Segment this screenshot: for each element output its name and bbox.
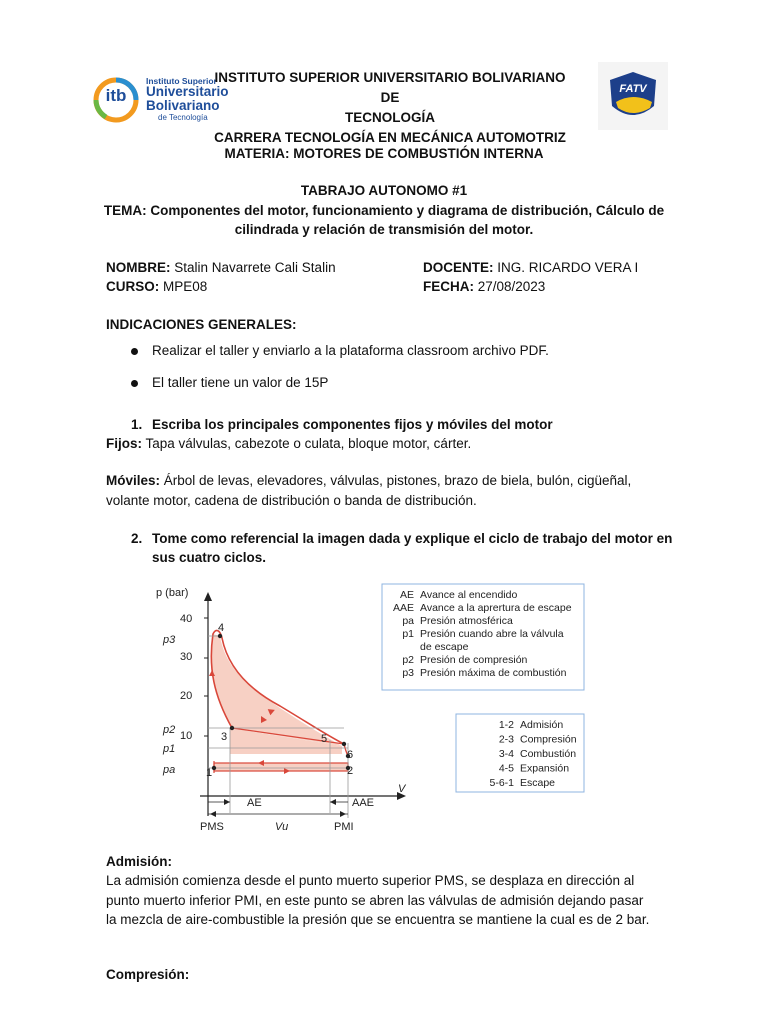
curso-value: MPE08 bbox=[159, 279, 208, 294]
institution-header bbox=[205, 68, 575, 148]
q2-title-1: Tome como referencial la imagen dada y explique el ciclo de trabajo del motor en bbox=[152, 531, 673, 546]
admision-line-1: La admisión comienza desde el punto muerto superior PMS, se desplaza en dirección al bbox=[106, 873, 635, 888]
ae-label: AE bbox=[247, 797, 262, 809]
legend2-text: Combustión bbox=[520, 748, 577, 760]
legend1-text: Presión máxima de combustión bbox=[420, 667, 567, 679]
logo-line1: Instituto Superior bbox=[146, 76, 217, 86]
admision-line-3: la mezcla de aire-combustible la presión que se encuentra se mantiene la cual es de 2 bar. bbox=[106, 912, 650, 927]
logo-line2: Universitario bbox=[146, 84, 229, 99]
pmi-label: PMI bbox=[334, 821, 354, 833]
indicacion-item-2: El taller tiene un valor de 15P bbox=[152, 375, 329, 390]
nombre-row bbox=[106, 258, 336, 278]
legend2-key: 1-2 bbox=[498, 719, 514, 731]
q2-number: 2. bbox=[131, 531, 143, 546]
legend2-text: Escape bbox=[520, 777, 556, 789]
legend2-key: 5-6-1 bbox=[489, 777, 514, 789]
p1-label: p1 bbox=[163, 743, 176, 755]
docente-value: ING. RICARDO VERA I bbox=[493, 260, 639, 275]
y-tick-40: 40 bbox=[180, 613, 193, 625]
pms-label: PMS bbox=[200, 821, 224, 833]
fijos-label: Fijos: bbox=[106, 436, 142, 451]
legend1-key: p3 bbox=[402, 667, 414, 679]
point-4: 4 bbox=[218, 622, 225, 634]
legend1-text: de escape bbox=[420, 641, 469, 653]
fecha-row bbox=[423, 277, 545, 297]
legend1-key: AAE bbox=[392, 602, 414, 614]
logo-line3: Bolivariano bbox=[146, 98, 220, 113]
fecha-label: FECHA: bbox=[423, 279, 474, 294]
docente-label: DOCENTE: bbox=[423, 260, 494, 275]
q2-title-2: sus cuatro ciclos. bbox=[152, 550, 267, 565]
legend1-key: p2 bbox=[402, 654, 414, 666]
point-2: 2 bbox=[347, 765, 354, 777]
tema-line1: TEMA: Componentes del motor, funcionamiento y diagrama de distribución, Cálculo de bbox=[103, 203, 665, 218]
header-line3: CARRERA TECNOLOGÍA EN MECÁNICA AUTOMOTRIZ bbox=[214, 130, 566, 145]
fecha-value: 27/08/2023 bbox=[474, 279, 546, 294]
legend1-text: Presión atmosférica bbox=[420, 615, 513, 627]
x-axis-label: V bbox=[398, 783, 406, 795]
moviles-row bbox=[106, 471, 631, 491]
admision-title: Admisión: bbox=[106, 854, 172, 869]
point-3: 3 bbox=[221, 731, 228, 743]
admision-line-2: punto muerto inferior PMI, en este punto se abren las válvulas de admisión dejando pasar bbox=[106, 893, 644, 908]
fatv-shield-icon bbox=[598, 62, 668, 130]
legend1-key: AE bbox=[399, 589, 414, 601]
legend1-text: Avance a la aprertura de escape bbox=[420, 602, 572, 614]
q1-number: 1. bbox=[131, 417, 143, 432]
p3-label: p3 bbox=[163, 634, 176, 646]
moviles-text-2: volante motor, cadena de distribución o banda de distribución. bbox=[106, 493, 477, 508]
nombre-label: NOMBRE: bbox=[106, 260, 171, 275]
q1-title: Escriba los principales componentes fijos y móviles del motor bbox=[152, 417, 553, 432]
y-tick-10: 10 bbox=[180, 730, 193, 742]
logo-line4: de Tecnología bbox=[158, 113, 208, 122]
curso-row bbox=[106, 277, 207, 297]
tema-line2: cilindrada y relación de transmisión del motor. bbox=[234, 222, 534, 237]
bullet-icon bbox=[131, 380, 138, 387]
moviles-label: Móviles: bbox=[106, 473, 161, 488]
legend1-key: pa bbox=[402, 615, 414, 627]
legend2-text: Admisión bbox=[520, 719, 564, 731]
logo-abbr: itb bbox=[105, 86, 127, 105]
pa-label: pa bbox=[163, 764, 176, 776]
legend2-text: Expansión bbox=[520, 762, 570, 775]
fijos-row bbox=[106, 434, 471, 454]
docente-row bbox=[423, 258, 638, 278]
y-axis-label: p (bar) bbox=[156, 587, 189, 599]
moviles-text-1: Árbol de levas, elevadores, válvulas, pistones, brazo de biela, bulón, cigüeñal, bbox=[160, 473, 632, 488]
legend2-key: 4-5 bbox=[498, 762, 514, 775]
legend1-text: Presión cuando abre la válvula bbox=[420, 628, 564, 640]
curso-label: CURSO: bbox=[106, 279, 160, 294]
y-tick-30: 30 bbox=[180, 651, 193, 663]
header-line2: TECNOLOGÍA bbox=[345, 110, 435, 125]
fatv-logo bbox=[598, 62, 668, 130]
vu-label: Vu bbox=[275, 821, 289, 833]
y-tick-20: 20 bbox=[180, 690, 193, 702]
header-line1: INSTITUTO SUPERIOR UNIVERSITARIO BOLIVARIANO DE bbox=[214, 70, 566, 105]
p2-label: p2 bbox=[163, 724, 176, 736]
legend2-key: 3-4 bbox=[498, 748, 514, 760]
nombre-value: Stalin Navarrete Cali Stalin bbox=[170, 260, 336, 275]
fatv-text: FATV bbox=[619, 83, 647, 95]
legend2-text: Compresión bbox=[520, 733, 577, 746]
point-5: 5 bbox=[321, 733, 328, 745]
legend1-text: Avance al encendido bbox=[420, 589, 518, 601]
fijos-text: Tapa válvulas, cabezote o culata, bloque motor, cárter. bbox=[142, 436, 472, 451]
indicacion-item-1: Realizar el taller y enviarlo a la plataforma classroom archivo PDF. bbox=[152, 343, 549, 358]
pv-diagram bbox=[150, 578, 590, 840]
indicaciones-title: INDICACIONES GENERALES: bbox=[106, 317, 297, 332]
aae-label: AAE bbox=[352, 797, 375, 809]
pv-diagram-svg bbox=[150, 578, 590, 840]
materia-title: MATERIA: MOTORES DE COMBUSTIÓN INTERNA bbox=[224, 146, 544, 161]
trabajo-title: TABRAJO AUTONOMO #1 bbox=[300, 183, 468, 198]
legend1-text: Presión de compresión bbox=[420, 654, 528, 666]
legend1-key: p1 bbox=[402, 628, 414, 640]
point-6: 6 bbox=[347, 749, 354, 761]
bullet-icon bbox=[131, 348, 138, 355]
compresion-title: Compresión: bbox=[106, 967, 190, 982]
legend2-key: 2-3 bbox=[498, 733, 514, 746]
point-1: 1 bbox=[206, 767, 213, 779]
